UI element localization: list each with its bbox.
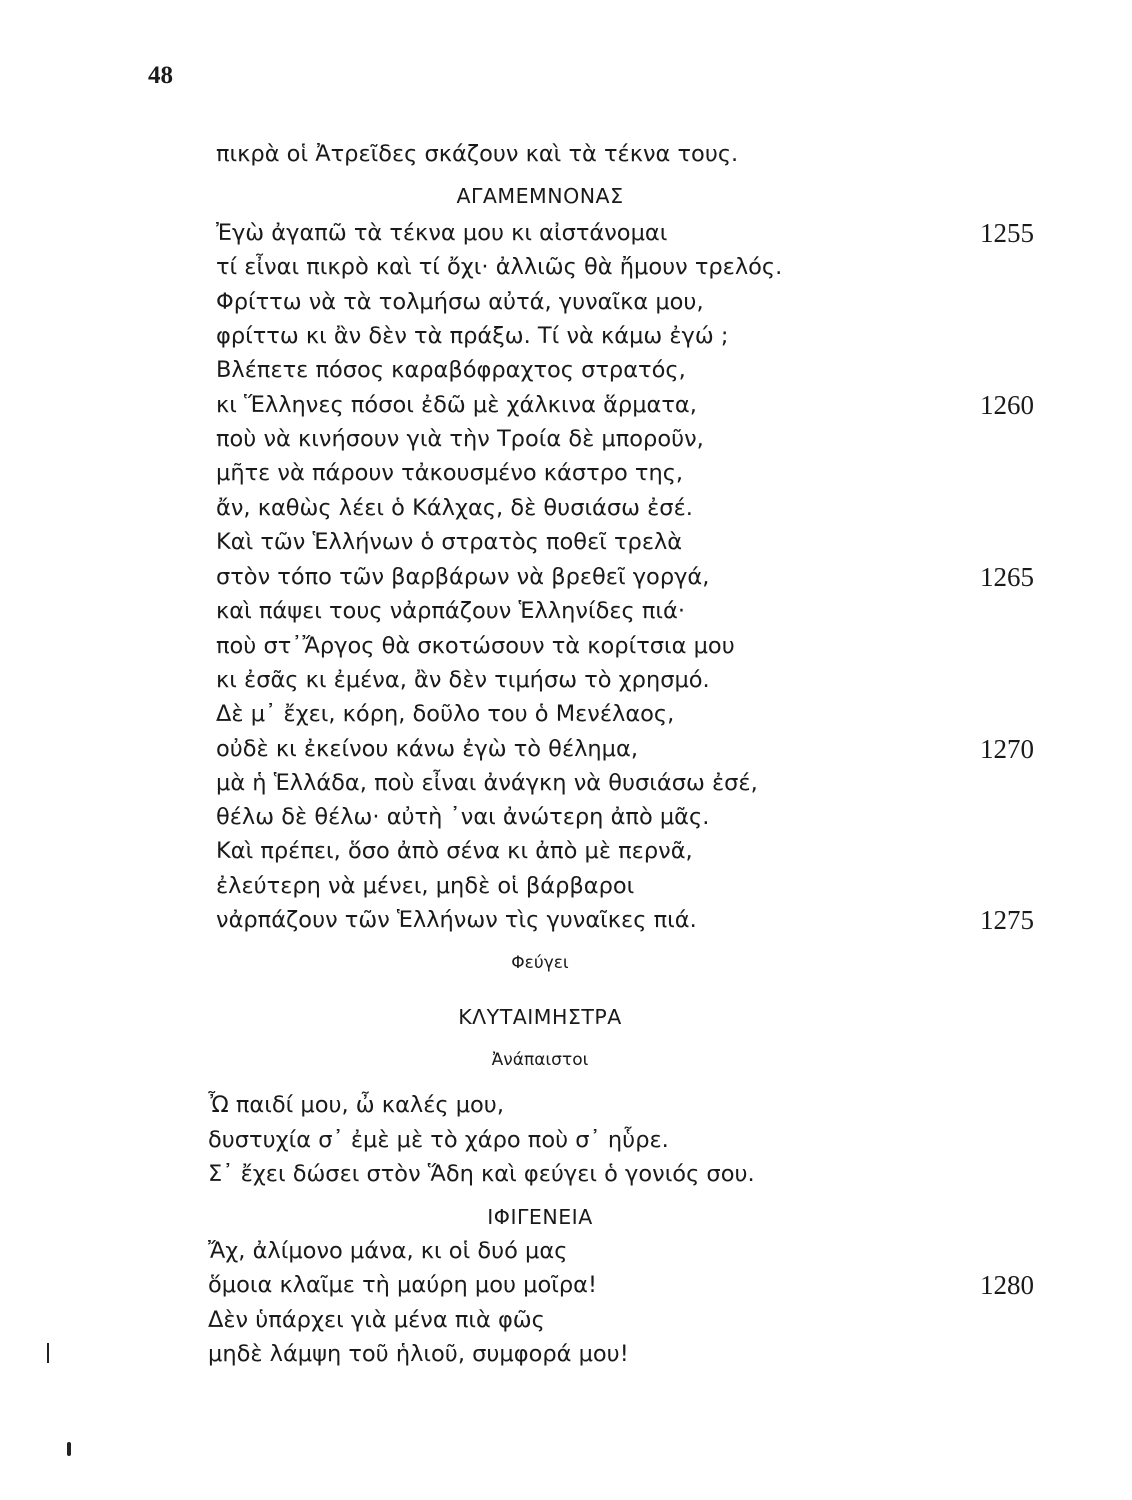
verse-line: Φρίττω νὰ τὰ τολμήσω αὐτά, γυναῖκα μου, — [216, 289, 704, 315]
stage-direction: Φεύγει — [511, 953, 569, 973]
verse-line: ἐλεύτερη νὰ μένει, μηδὲ οἱ βάρβαροι — [216, 873, 635, 899]
line-number: 1275 — [980, 905, 1034, 935]
verse-line: φρίττω κι ἂν δὲν τὰ πράξω. Τί νὰ κάμω ἐγώ ; — [216, 323, 729, 349]
line-number: 1270 — [980, 734, 1034, 764]
meter-heading: Ἀνάπαιστοι — [491, 1050, 589, 1070]
verse-line: στὸν τόπο τῶν βαρβάρων νὰ βρεθεῖ γοργά, — [216, 564, 710, 590]
verse-line: ποὺ στ᾿Ἄργος θὰ σκοτώσουν τὰ κορίτσια μου — [216, 633, 735, 659]
scan-speck — [67, 1442, 71, 1456]
verse-line: νἀρπάζουν τῶν Ἑλλήνων τὶς γυναῖκες πιά. — [216, 907, 697, 933]
verse-line: κι ἐσᾶς κι ἐμένα, ἂν δὲν τιμήσω τὸ χρησμό. — [216, 667, 710, 693]
verse-line: ποὺ νὰ κινήσουν γιὰ τὴν Τροία δὲ μποροῦν, — [216, 426, 704, 452]
scan-speck — [47, 1343, 49, 1363]
verse-line: πικρὰ οἱ Ἀτρεῖδες σκάζουν καὶ τὰ τέκνα τους. — [216, 141, 739, 167]
verse-line: Ἄχ, ἀλίμονο μάνα, κι οἱ δυό μας — [208, 1238, 568, 1264]
verse-line: Δὲ μ᾿ ἔχει, κόρη, δοῦλο του ὁ Μενέλαος, — [216, 701, 675, 727]
verse-line: θέλω δὲ θέλω· αὐτὴ ᾿ναι ἀνώτερη ἀπὸ μᾶς. — [216, 804, 710, 830]
verse-line: Δὲν ὑπάρχει γιὰ μένα πιὰ φῶς — [208, 1307, 545, 1333]
verse-line: ἄν, καθὼς λέει ὁ Κάλχας, δὲ θυσιάσω ἐσέ. — [216, 495, 693, 521]
line-number: 1255 — [980, 218, 1034, 248]
verse-line: κι Ἕλληνες πόσοι ἐδῶ μὲ χάλκινα ἅρματα, — [216, 392, 697, 418]
line-number: 1260 — [980, 390, 1034, 420]
page-number: 48 — [148, 62, 173, 89]
line-number: 1280 — [980, 1270, 1034, 1300]
verse-line: Ὦ παιδί μου, ὦ καλές μου, — [208, 1092, 504, 1118]
verse-line: καὶ πάψει τους νἀρπάζουν Ἑλληνίδες πιά· — [216, 598, 685, 624]
speaker-name: ΙΦΙΓΕΝΕΙΑ — [487, 1205, 593, 1229]
verse-line: μῆτε νὰ πάρουν τἀκουσμένο κάστρο της, — [216, 460, 684, 486]
verse-line: ὅμοια κλαῖμε τὴ μαύρη μου μοῖρα! — [208, 1272, 597, 1298]
verse-line: Καὶ τῶν Ἑλλήνων ὁ στρατὸς ποθεῖ τρελὰ — [216, 529, 683, 555]
speaker-name: ΑΓΑΜΕΜΝΟΝΑΣ — [456, 184, 624, 208]
verse-line: οὐδὲ κι ἐκείνου κάνω ἐγὼ τὸ θέλημα, — [216, 736, 638, 762]
verse-line: μὰ ἡ Ἑλλάδα, ποὺ εἶναι ἀνάγκη νὰ θυσιάσω ἐσέ, — [216, 770, 758, 796]
speaker-name: ΚΛΥΤΑΙΜΗΣΤΡΑ — [458, 1005, 622, 1029]
verse-line: Βλέπετε πόσος καραβόφραχτος στρατός, — [216, 357, 686, 383]
verse-line: Σ᾿ ἔχει δώσει στὸν Ἅδη καὶ φεύγει ὁ γονιός σου. — [208, 1161, 755, 1187]
line-number: 1265 — [980, 562, 1034, 592]
verse-line: τί εἶναι πικρὸ καὶ τί ὄχι· ἀλλιῶς θὰ ἤμουν τρελός. — [216, 254, 783, 280]
verse-line: δυστυχία σ᾿ ἐμὲ μὲ τὸ χάρο ποὺ σ᾿ ηὗρε. — [208, 1127, 669, 1153]
verse-line: Ἐγὼ ἀγαπῶ τὰ τέκνα μου κι αἰστάνομαι — [216, 220, 668, 246]
verse-line: Καὶ πρέπει, ὅσο ἀπὸ σένα κι ἀπὸ μὲ περνᾶ, — [216, 838, 693, 864]
verse-line: μηδὲ λάμψη τοῦ ἡλιοῦ, συμφορά μου! — [208, 1341, 629, 1367]
